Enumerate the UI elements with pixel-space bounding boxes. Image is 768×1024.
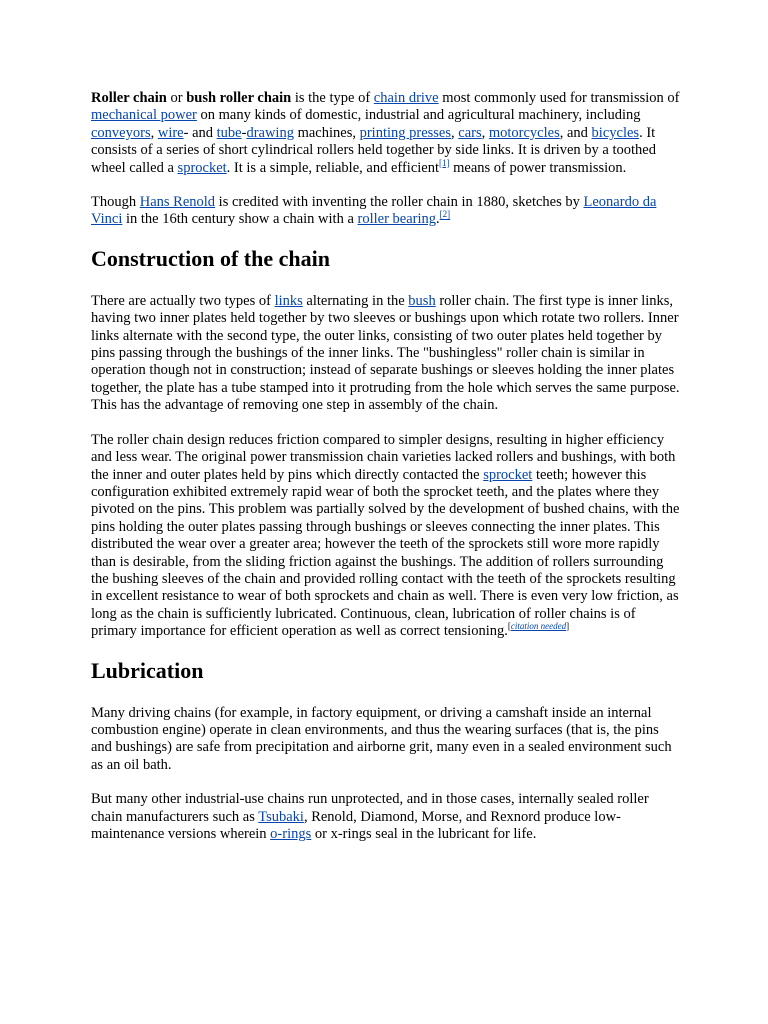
link-o-rings[interactable]: o-rings	[270, 826, 312, 842]
text: Though	[91, 194, 140, 211]
lubrication-paragraph-2	[91, 791, 681, 843]
text: or x-rings seal in the lubricant for life.	[311, 826, 537, 842]
reference-1	[439, 158, 450, 168]
link-motorcycles[interactable]: motorcycles	[488, 124, 560, 141]
bracket: ]	[566, 621, 570, 632]
term-roller-chain: Roller chain	[91, 90, 167, 106]
link-links[interactable]: links	[274, 292, 303, 309]
lubrication-paragraph-1	[91, 705, 681, 775]
link-conveyors[interactable]: conveyors	[91, 124, 151, 141]
construction-paragraph-2	[91, 432, 681, 641]
section-heading-construction: Construction of the chain	[91, 245, 330, 271]
intro-paragraph-1	[91, 90, 681, 177]
text: ,	[451, 124, 459, 141]
text: But many other industrial-use chains run unprotected, and in those cases, internally sealed roller chain manufacturers such as	[91, 791, 649, 825]
text: . It consists of a series of short cylindrical rollers held together by side links. It is driven by a toothed wheel called a	[91, 124, 656, 176]
text: on many kinds of domestic, industrial and agricultural machinery, including	[196, 107, 641, 124]
link-leonardo-da-vinci[interactable]: Leonardo da Vinci	[91, 194, 657, 228]
text: teeth; however this configuration exhibited extremely rapid wear of both the sprocket teeth, and the plates where they pivoted on the pins. This problem was partially solved by the development of bushed chains, with the pins holding the outer plates passing through bushings or sleeves connecting the inner plates. This distributed the wear over a greater area; however the teeth of the sprockets still wore more rapidly than is desirable, from the sliding friction against the bushings. The addition of rollers surrounding the bushing sleeves of the chain and provided rolling contact with the teeth of the sprockets resulting in excellent resistance to wear of both sprockets and chain as well. There is even very low friction, as long as the chain is sufficiently lubricated. Continuous, clean, lubrication of roller chains is of primary importance for efficient operation as well as correct tensioning.	[91, 466, 680, 640]
citation-needed	[508, 621, 569, 631]
link-sprocket-2[interactable]: sprocket	[483, 466, 533, 483]
term-bush-roller-chain: bush roller chain	[186, 90, 292, 106]
text: The roller chain design reduces friction compared to simpler designs, resulting in higher efficiency and less wear. The original power transmission chain varieties lacked rollers and bushings, with both the inner and outer plates held by pins which directly contacted the	[91, 431, 676, 483]
text: . It is a simple, reliable, and efficient	[226, 159, 439, 176]
intro-paragraph-2	[91, 194, 681, 229]
text: .	[436, 211, 440, 228]
link-tsubaki[interactable]: Tsubaki	[258, 808, 304, 825]
text: , and	[559, 124, 592, 141]
text: means of power transmission.	[449, 159, 627, 176]
reference-2-link[interactable]: [2]	[439, 209, 451, 220]
reference-1-link[interactable]: [1]	[439, 157, 450, 168]
text: , Renold, Diamond, Morse, and Rexnord produce low-maintenance versions wherein	[91, 808, 621, 842]
link-roller-bearing[interactable]: roller bearing	[357, 211, 437, 228]
text: ,	[481, 124, 489, 141]
text: alternating in the	[302, 292, 409, 309]
text: or	[166, 90, 187, 106]
section-heading-lubrication: Lubrication	[91, 657, 204, 683]
text: Many driving chains (for example, in factory equipment, or driving a camshaft inside an internal combustion engine) operate in clean environments, and thus the wearing surfaces (that is, the pins and bushings) are safe from precipitation and airborne grit, many even in a sealed environment such as an oil bath.	[91, 704, 672, 773]
text: There are actually two types of	[91, 292, 275, 309]
link-cars[interactable]: cars	[458, 124, 482, 141]
article-body	[91, 90, 681, 860]
link-wire[interactable]: wire	[157, 124, 184, 141]
bracket: [	[507, 621, 511, 632]
construction-paragraph-1	[91, 293, 681, 415]
reference-2	[440, 210, 451, 220]
citation-needed-link[interactable]: citation needed	[510, 621, 567, 632]
text: is the type of	[291, 90, 374, 106]
text: -	[241, 124, 247, 141]
link-bicycles[interactable]: bicycles	[591, 124, 640, 141]
link-tube[interactable]: tube	[216, 124, 242, 141]
link-printing-presses[interactable]: printing presses	[359, 124, 452, 141]
text: in the 16th century show a chain with a	[122, 211, 358, 228]
text: - and	[183, 124, 217, 141]
link-mechanical-power[interactable]: mechanical power	[91, 107, 197, 124]
link-bush[interactable]: bush	[408, 292, 436, 309]
link-drawing[interactable]: drawing	[246, 124, 294, 141]
link-sprocket[interactable]: sprocket	[177, 159, 227, 176]
text: most commonly used for transmission of	[438, 90, 680, 106]
link-chain-drive[interactable]: chain drive	[373, 90, 439, 106]
text: roller chain. The first type is inner links, having two inner plates held together by two sleeves or bushings upon which rotate two rollers. Inner links alternate with the second type, the outer links, consisting of two outer plates held together by pins passing through the bushings of the inner links. The "bushingless" roller chain is similar in operation though not in construction; instead of separate bushings or sleeves holding the inner plates together, the plate has a tube stamped into it protruding from the hole which serves the same purpose. This has the advantage of removing one step in assembly of the chain.	[91, 292, 680, 414]
link-hans-renold[interactable]: Hans Renold	[139, 194, 216, 211]
text: is credited with inventing the roller chain in 1880, sketches by	[215, 194, 584, 211]
text: ,	[150, 124, 158, 141]
text: machines,	[293, 124, 360, 141]
